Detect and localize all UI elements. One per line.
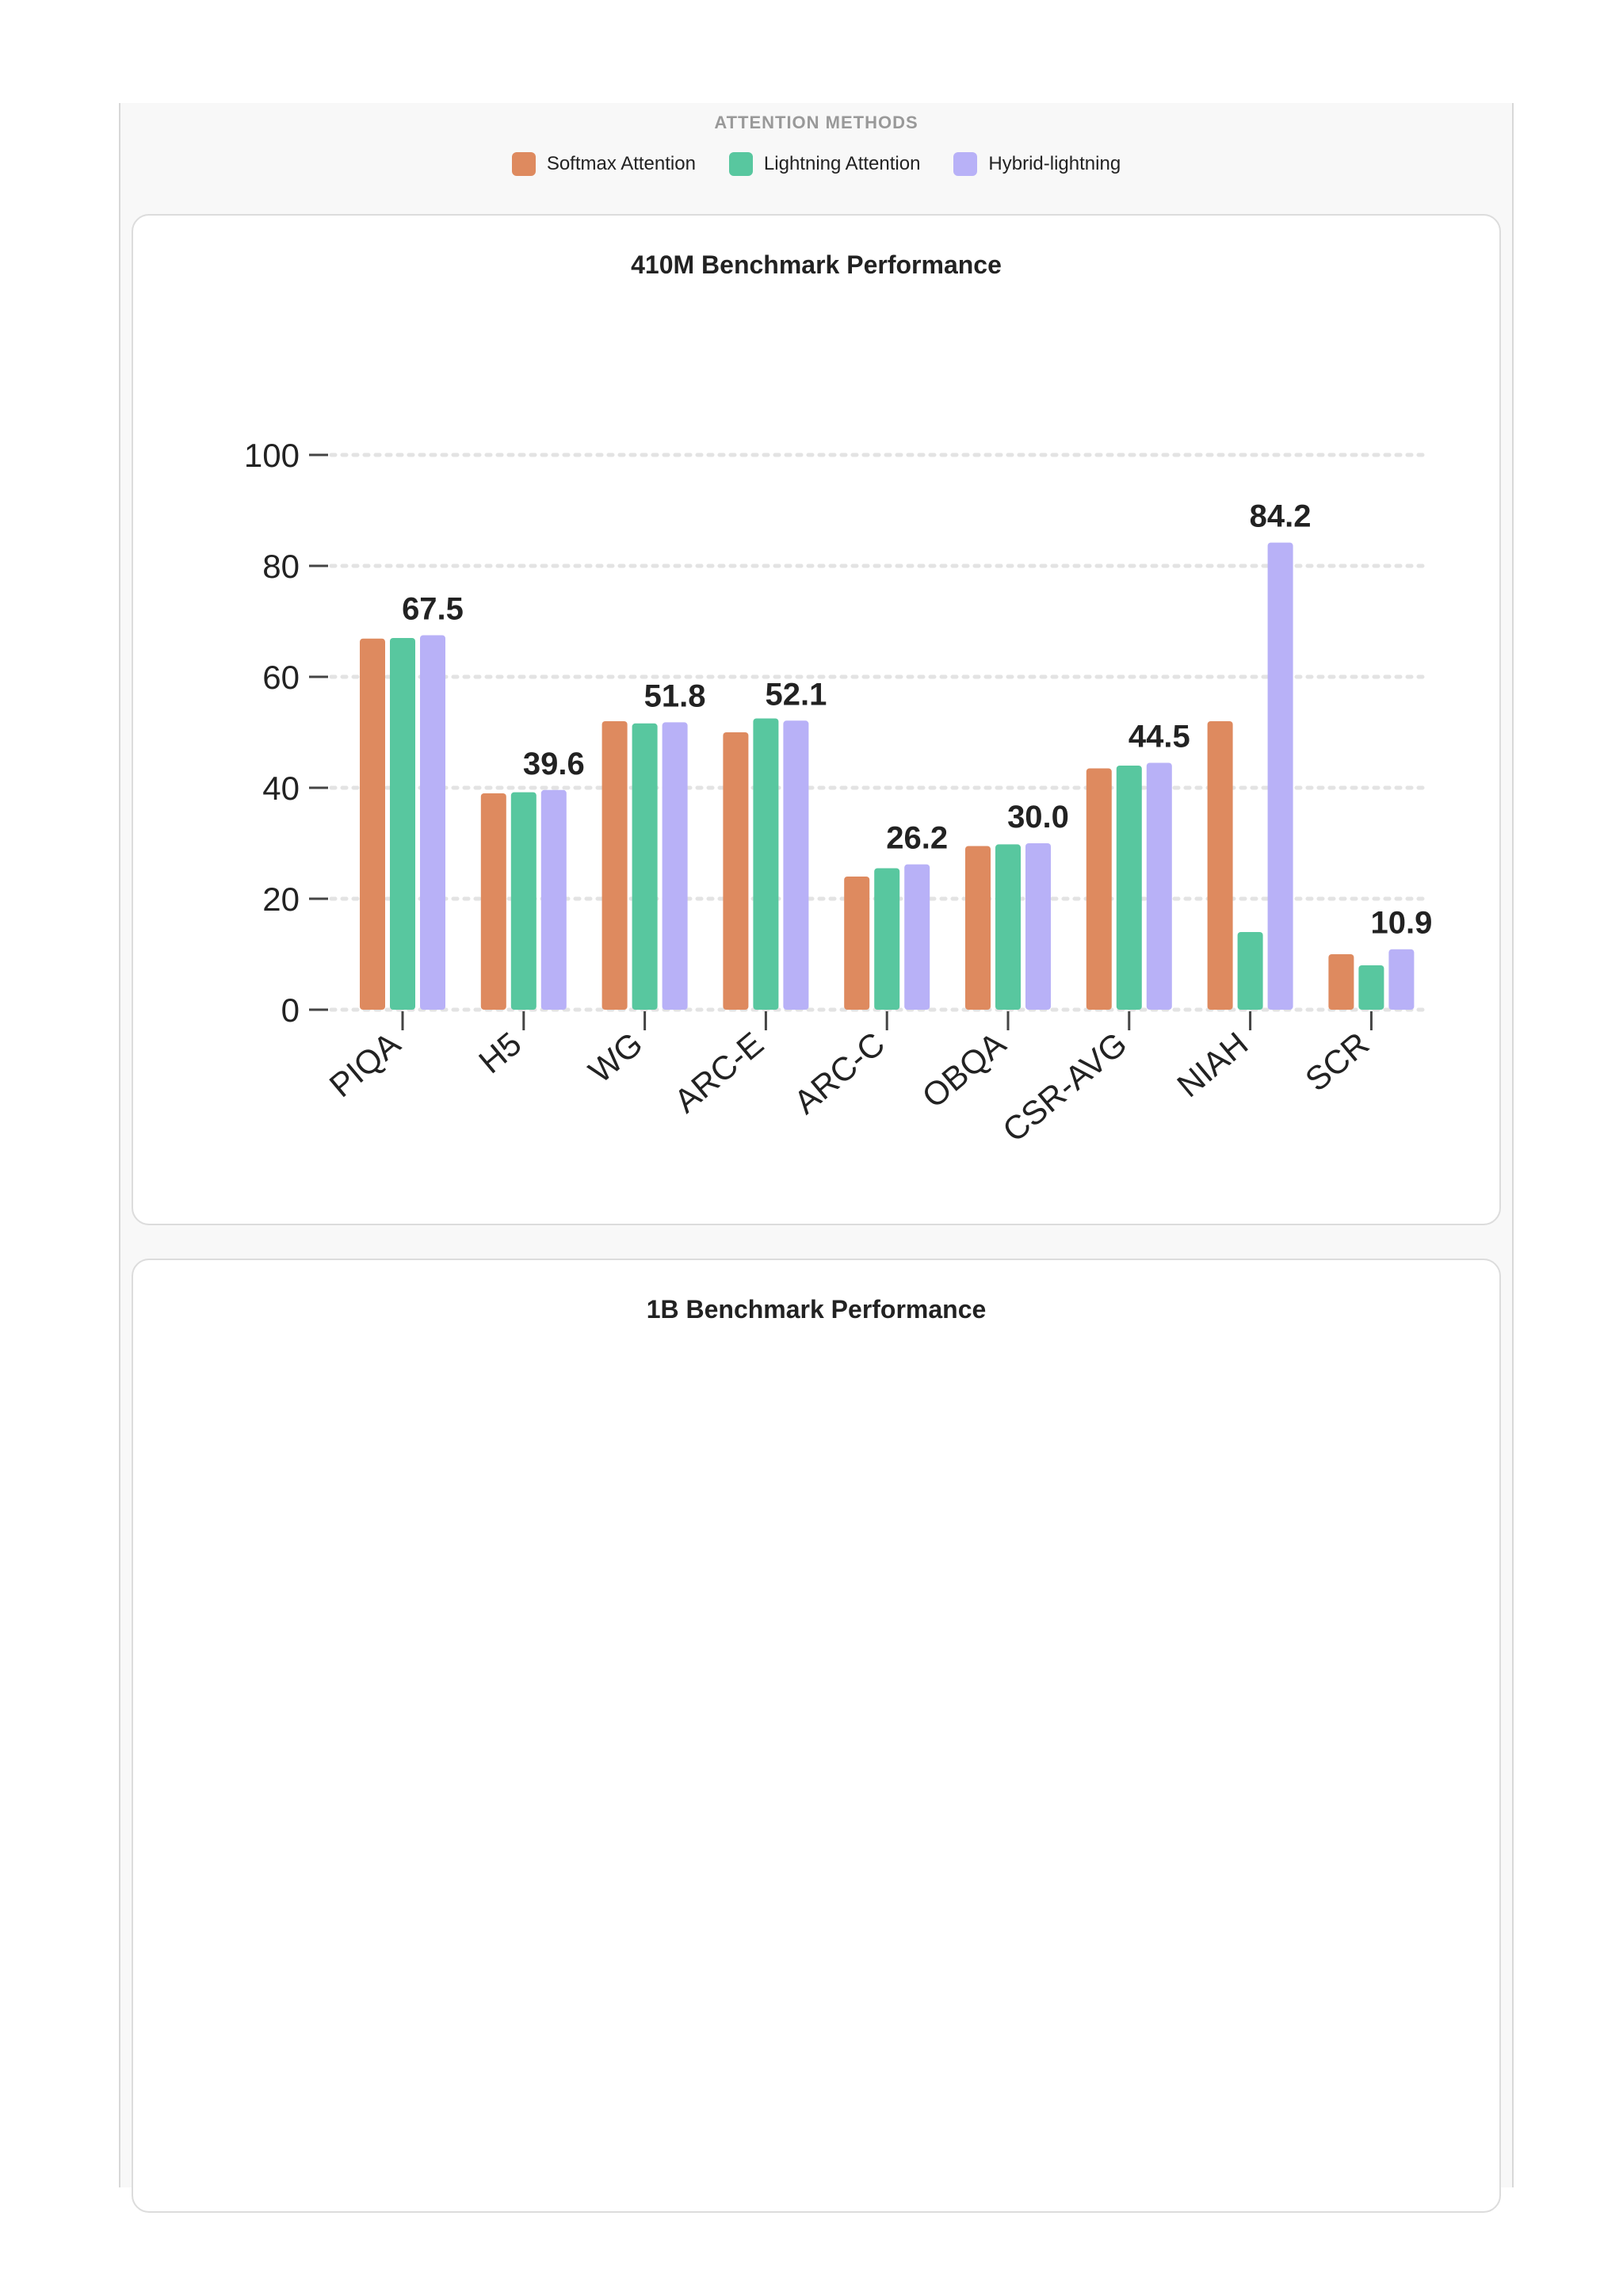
bar-arc-c-lightning [874, 869, 899, 1010]
y-tick-label-40: 40 [262, 770, 300, 807]
y-tick-label-100: 100 [243, 437, 300, 474]
bar-wg-hybrid [663, 722, 688, 1010]
bar-obqa-lightning [995, 844, 1021, 1010]
bar-arc-e-lightning [753, 719, 778, 1010]
chart-panel [119, 103, 1514, 2187]
data-label-piqa: 67.5 [402, 591, 464, 627]
bar-chart-410m [133, 216, 1499, 1224]
data-label-obqa: 30.0 [1007, 800, 1069, 835]
x-tick-label-csr-avg: CSR-AVG [995, 1024, 1134, 1149]
bar-niah-hybrid [1268, 543, 1293, 1010]
bar-arc-c-hybrid [904, 865, 930, 1010]
bar-piqa-hybrid [420, 636, 445, 1010]
y-tick-label-80: 80 [262, 548, 300, 585]
x-tick-label-scr: SCR [1298, 1024, 1377, 1098]
x-tick-label-piqa: PIQA [322, 1024, 407, 1105]
legend-label-hybrid: Hybrid-lightning [988, 153, 1121, 174]
x-tick-label-arc-c: ARC-C [786, 1024, 892, 1121]
legend-swatch-softmax [512, 152, 536, 176]
bar-wg-lightning [632, 724, 658, 1010]
bar-arc-c-softmax [844, 877, 869, 1010]
chart-card-410m [132, 214, 1501, 1225]
data-label-csr-avg: 44.5 [1128, 719, 1190, 755]
bar-arc-e-softmax [723, 732, 748, 1010]
data-label-arc-c: 26.2 [886, 820, 949, 856]
bar-obqa-softmax [965, 846, 991, 1010]
x-tick-label-obqa: OBQA [915, 1024, 1013, 1115]
bar-csr-avg-lightning [1117, 766, 1142, 1010]
data-label-wg: 51.8 [643, 678, 706, 714]
data-label-niah: 84.2 [1249, 499, 1312, 534]
x-tick-label-h5: H5 [472, 1024, 529, 1081]
bar-arc-e-hybrid [783, 720, 808, 1010]
bar-obqa-hybrid [1025, 843, 1051, 1010]
y-tick-label-20: 20 [262, 881, 300, 918]
bar-scr-softmax [1328, 954, 1354, 1010]
bar-scr-hybrid [1388, 949, 1414, 1010]
x-tick-label-niah: NIAH [1170, 1024, 1255, 1105]
data-label-scr: 10.9 [1370, 905, 1433, 941]
legend [120, 152, 1512, 176]
bar-csr-avg-hybrid [1147, 763, 1172, 1010]
legend-label-softmax: Softmax Attention [546, 153, 696, 174]
bar-h5-softmax [481, 793, 506, 1010]
bar-piqa-lightning [390, 638, 415, 1010]
y-tick-label-0: 0 [281, 991, 300, 1029]
bar-scr-lightning [1358, 965, 1384, 1010]
data-label-arc-e: 52.1 [765, 677, 827, 712]
legend-item-lightning[interactable] [729, 152, 921, 176]
legend-swatch-hybrid [953, 152, 977, 176]
bar-h5-hybrid [541, 790, 567, 1010]
bar-wg-softmax [602, 721, 628, 1010]
data-label-h5: 39.6 [522, 746, 585, 781]
x-tick-label-arc-e: ARC-E [666, 1024, 771, 1120]
legend-item-softmax[interactable] [512, 152, 696, 176]
y-tick-label-60: 60 [262, 659, 300, 696]
bar-h5-lightning [511, 793, 537, 1010]
legend-title: ATTENTION METHODS [714, 113, 918, 132]
bar-csr-avg-softmax [1086, 769, 1112, 1010]
chart-title-1b: 1B Benchmark Performance [646, 1295, 987, 1324]
bar-niah-softmax [1208, 721, 1233, 1010]
chart-card-1b [132, 1259, 1501, 2213]
bar-niah-lightning [1238, 932, 1263, 1010]
chart-title-410m: 410M Benchmark Performance [631, 250, 1002, 279]
legend-label-lightning: Lightning Attention [763, 153, 921, 174]
x-tick-label-wg: WG [581, 1024, 650, 1091]
bar-piqa-softmax [360, 639, 385, 1010]
legend-item-hybrid[interactable] [953, 152, 1121, 176]
legend-swatch-lightning [729, 152, 753, 176]
